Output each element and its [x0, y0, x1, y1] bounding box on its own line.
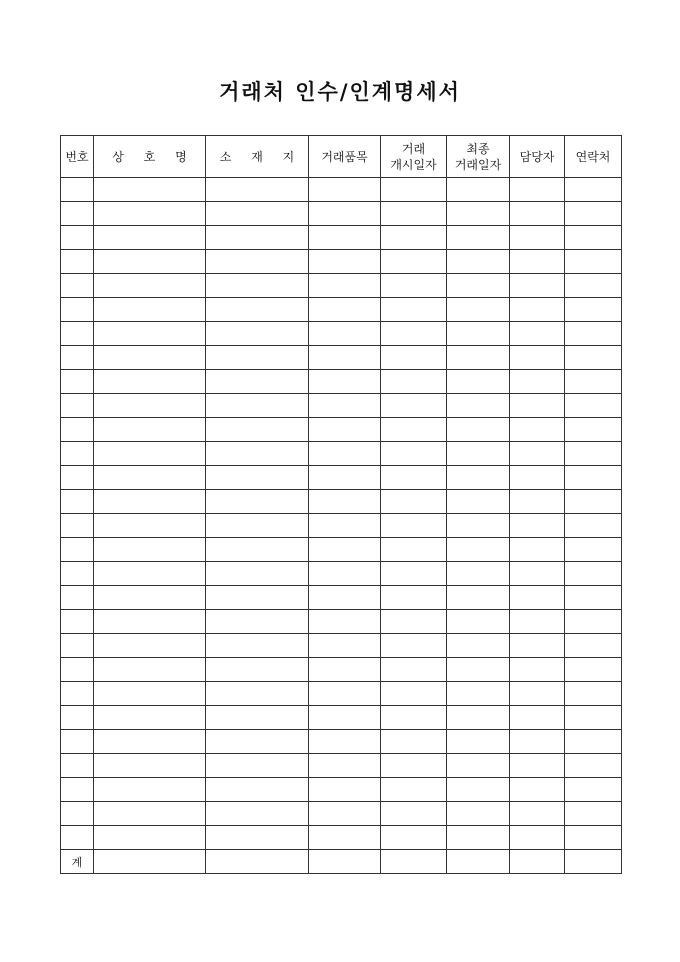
cell-contact[interactable] — [565, 274, 622, 298]
cell-contact[interactable] — [565, 370, 622, 394]
cell-manager[interactable] — [510, 778, 565, 802]
cell-company-name[interactable] — [94, 706, 206, 730]
header-start-date-line1: 거래 — [401, 141, 426, 156]
table-row — [61, 490, 622, 514]
cell-start-date[interactable] — [381, 706, 447, 730]
cell-items[interactable] — [309, 370, 381, 394]
cell-start-date[interactable] — [381, 370, 447, 394]
cell-start-date[interactable] — [381, 178, 447, 202]
cell-address[interactable] — [206, 322, 309, 346]
cell-items[interactable] — [309, 538, 381, 562]
cell-company-name[interactable] — [94, 490, 206, 514]
cell-contact[interactable] — [565, 586, 622, 610]
cell-number[interactable] — [61, 442, 94, 466]
cell-address[interactable] — [206, 706, 309, 730]
cell-contact[interactable] — [565, 778, 622, 802]
cell-address[interactable] — [206, 802, 309, 826]
cell-items[interactable] — [309, 610, 381, 634]
cell-items[interactable] — [309, 730, 381, 754]
cell-address[interactable] — [206, 682, 309, 706]
cell-last-date[interactable] — [447, 274, 510, 298]
cell-number[interactable] — [61, 418, 94, 442]
cell-company-name[interactable] — [94, 226, 206, 250]
cell-start-date[interactable] — [381, 394, 447, 418]
cell-manager[interactable] — [510, 442, 565, 466]
total-label: 계 — [61, 850, 94, 874]
cell-manager[interactable] — [510, 250, 565, 274]
table-row — [61, 394, 622, 418]
cell-items[interactable] — [309, 274, 381, 298]
table-row — [61, 226, 622, 250]
cell-manager[interactable] — [510, 610, 565, 634]
cell-manager[interactable] — [510, 538, 565, 562]
cell-number[interactable] — [61, 586, 94, 610]
cell-address[interactable] — [206, 178, 309, 202]
cell-start-date[interactable] — [381, 586, 447, 610]
cell-contact[interactable] — [565, 298, 622, 322]
cell-items[interactable] — [309, 802, 381, 826]
cell-manager[interactable] — [510, 298, 565, 322]
table-row — [61, 322, 622, 346]
table-row — [61, 610, 622, 634]
cell-contact[interactable] — [565, 418, 622, 442]
cell-items[interactable] — [309, 682, 381, 706]
cell-last-date[interactable] — [447, 490, 510, 514]
cell-manager[interactable] — [510, 346, 565, 370]
table-row — [61, 178, 622, 202]
cell-number[interactable] — [61, 634, 94, 658]
cell-manager[interactable] — [510, 370, 565, 394]
table-row — [61, 778, 622, 802]
cell-items[interactable] — [309, 394, 381, 418]
cell-start-date[interactable] — [381, 322, 447, 346]
cell-start-date[interactable] — [381, 826, 447, 850]
cell-company-name[interactable] — [94, 586, 206, 610]
cell-company-name[interactable] — [94, 418, 206, 442]
cell-number[interactable] — [61, 826, 94, 850]
cell-contact[interactable] — [565, 802, 622, 826]
cell-number[interactable] — [61, 658, 94, 682]
table-row — [61, 802, 622, 826]
cell-number[interactable] — [61, 778, 94, 802]
cell-company-name[interactable] — [94, 322, 206, 346]
cell-contact[interactable] — [565, 562, 622, 586]
cell-number[interactable] — [61, 490, 94, 514]
cell-last-date[interactable] — [447, 322, 510, 346]
cell-contact[interactable] — [565, 826, 622, 850]
cell-items[interactable] — [309, 706, 381, 730]
cell-address[interactable] — [206, 466, 309, 490]
cell-address[interactable] — [206, 346, 309, 370]
cell-last-date[interactable] — [447, 730, 510, 754]
cell-address[interactable] — [206, 442, 309, 466]
table-row — [61, 466, 622, 490]
cell-number[interactable] — [61, 514, 94, 538]
cell-address[interactable] — [206, 202, 309, 226]
cell-company-name[interactable] — [94, 298, 206, 322]
cell-address[interactable] — [206, 250, 309, 274]
cell-last-date[interactable] — [447, 778, 510, 802]
cell-number[interactable] — [61, 466, 94, 490]
cell-start-date[interactable] — [381, 634, 447, 658]
cell-address[interactable] — [206, 370, 309, 394]
cell-last-date[interactable] — [447, 226, 510, 250]
cell-company-name[interactable] — [94, 658, 206, 682]
cell-start-date[interactable] — [381, 202, 447, 226]
header-number: 번호 — [61, 136, 94, 178]
cell-last-date[interactable] — [447, 538, 510, 562]
cell-start-date[interactable] — [381, 274, 447, 298]
cell-last-date[interactable] — [447, 586, 510, 610]
cell-manager[interactable] — [510, 322, 565, 346]
cell-start-date[interactable] — [381, 802, 447, 826]
cell-address[interactable] — [206, 490, 309, 514]
cell-manager[interactable] — [510, 658, 565, 682]
cell-last-date[interactable] — [447, 466, 510, 490]
cell-contact[interactable] — [565, 658, 622, 682]
cell-start-date[interactable] — [381, 490, 447, 514]
cell-number[interactable] — [61, 610, 94, 634]
table-row — [61, 346, 622, 370]
cell-items[interactable] — [309, 634, 381, 658]
cell-manager[interactable] — [510, 730, 565, 754]
cell-last-date[interactable] — [447, 802, 510, 826]
cell-last-date[interactable] — [447, 754, 510, 778]
header-manager: 담당자 — [510, 136, 565, 178]
cell-items[interactable] — [309, 202, 381, 226]
table-row — [61, 442, 622, 466]
cell-company-name[interactable] — [94, 202, 206, 226]
cell-address[interactable] — [206, 538, 309, 562]
cell-number[interactable] — [61, 706, 94, 730]
cell-number[interactable] — [61, 370, 94, 394]
table-row — [61, 370, 622, 394]
header-address: 소 재 지 — [206, 136, 309, 178]
table-row — [61, 274, 622, 298]
cell-last-date[interactable] — [447, 394, 510, 418]
cell-company-name[interactable] — [94, 562, 206, 586]
cell-contact[interactable] — [565, 754, 622, 778]
cell-address[interactable] — [206, 586, 309, 610]
cell-company-name[interactable] — [94, 802, 206, 826]
table-row — [61, 634, 622, 658]
cell-number[interactable] — [61, 202, 94, 226]
table-row — [61, 298, 622, 322]
table-row — [61, 538, 622, 562]
table-row — [61, 730, 622, 754]
cell-number[interactable] — [61, 682, 94, 706]
cell-contact[interactable] — [565, 610, 622, 634]
cell-items[interactable] — [309, 346, 381, 370]
cell-start-date[interactable] — [381, 418, 447, 442]
cell-items[interactable] — [309, 322, 381, 346]
cell-company-name[interactable] — [94, 754, 206, 778]
cell-start-date[interactable] — [381, 730, 447, 754]
header-company-name: 상 호 명 — [94, 136, 206, 178]
cell-company-name[interactable] — [94, 442, 206, 466]
cell-number[interactable] — [61, 538, 94, 562]
table-row — [61, 250, 622, 274]
cell-contact[interactable] — [565, 226, 622, 250]
cell-number[interactable] — [61, 730, 94, 754]
cell-manager[interactable] — [510, 178, 565, 202]
table-row — [61, 682, 622, 706]
cell-contact[interactable] — [565, 538, 622, 562]
cell-last-date[interactable] — [447, 610, 510, 634]
cell-start-date[interactable] — [381, 226, 447, 250]
cell-last-date[interactable] — [447, 346, 510, 370]
table-row — [61, 706, 622, 730]
cell-start-date[interactable] — [381, 442, 447, 466]
cell-start-date[interactable] — [381, 346, 447, 370]
cell-last-date[interactable] — [447, 634, 510, 658]
cell-last-date[interactable] — [447, 250, 510, 274]
cell-contact[interactable] — [565, 490, 622, 514]
total-row — [61, 850, 622, 874]
cell-company-name[interactable] — [94, 538, 206, 562]
cell-company-name[interactable] — [94, 466, 206, 490]
cell-last-date[interactable] — [447, 298, 510, 322]
cell-items[interactable] — [309, 490, 381, 514]
document-title: 거래처 인수/인계명세서 — [219, 79, 461, 104]
total-cell[interactable] — [94, 850, 206, 874]
cell-start-date[interactable] — [381, 466, 447, 490]
cell-contact[interactable] — [565, 250, 622, 274]
cell-manager[interactable] — [510, 586, 565, 610]
cell-start-date[interactable] — [381, 754, 447, 778]
cell-address[interactable] — [206, 658, 309, 682]
cell-address[interactable] — [206, 754, 309, 778]
cell-last-date[interactable] — [447, 658, 510, 682]
cell-company-name[interactable] — [94, 682, 206, 706]
cell-contact[interactable] — [565, 730, 622, 754]
cell-number[interactable] — [61, 322, 94, 346]
cell-contact[interactable] — [565, 202, 622, 226]
cell-items[interactable] — [309, 778, 381, 802]
cell-company-name[interactable] — [94, 250, 206, 274]
cell-address[interactable] — [206, 394, 309, 418]
cell-items[interactable] — [309, 250, 381, 274]
cell-company-name[interactable] — [94, 514, 206, 538]
cell-last-date[interactable] — [447, 202, 510, 226]
cell-number[interactable] — [61, 562, 94, 586]
cell-last-date[interactable] — [447, 178, 510, 202]
cell-items[interactable] — [309, 514, 381, 538]
header-last-date — [447, 136, 510, 178]
cell-manager[interactable] — [510, 706, 565, 730]
cell-items[interactable] — [309, 442, 381, 466]
cell-contact[interactable] — [565, 514, 622, 538]
cell-contact[interactable] — [565, 346, 622, 370]
cell-manager[interactable] — [510, 634, 565, 658]
cell-company-name[interactable] — [94, 634, 206, 658]
cell-contact[interactable] — [565, 442, 622, 466]
header-start-date-line2: 개시일자 — [390, 157, 437, 172]
cell-start-date[interactable] — [381, 562, 447, 586]
total-cell[interactable] — [206, 850, 309, 874]
cell-address[interactable] — [206, 418, 309, 442]
cell-contact[interactable] — [565, 178, 622, 202]
cell-company-name[interactable] — [94, 778, 206, 802]
cell-manager[interactable] — [510, 682, 565, 706]
cell-manager[interactable] — [510, 562, 565, 586]
cell-number[interactable] — [61, 802, 94, 826]
cell-address[interactable] — [206, 514, 309, 538]
cell-contact[interactable] — [565, 394, 622, 418]
cell-company-name[interactable] — [94, 370, 206, 394]
cell-address[interactable] — [206, 610, 309, 634]
cell-manager[interactable] — [510, 466, 565, 490]
total-cell[interactable] — [381, 850, 447, 874]
cell-number[interactable] — [61, 754, 94, 778]
total-cell[interactable] — [565, 850, 622, 874]
cell-address[interactable] — [206, 274, 309, 298]
cell-company-name[interactable] — [94, 274, 206, 298]
cell-address[interactable] — [206, 634, 309, 658]
cell-items[interactable] — [309, 826, 381, 850]
cell-number[interactable] — [61, 226, 94, 250]
cell-contact[interactable] — [565, 322, 622, 346]
cell-items[interactable] — [309, 466, 381, 490]
table-row — [61, 658, 622, 682]
cell-start-date[interactable] — [381, 610, 447, 634]
cell-start-date[interactable] — [381, 250, 447, 274]
cell-company-name[interactable] — [94, 826, 206, 850]
cell-last-date[interactable] — [447, 514, 510, 538]
cell-items[interactable] — [309, 562, 381, 586]
cell-last-date[interactable] — [447, 418, 510, 442]
cell-company-name[interactable] — [94, 394, 206, 418]
cell-address[interactable] — [206, 226, 309, 250]
cell-manager[interactable] — [510, 490, 565, 514]
cell-manager[interactable] — [510, 802, 565, 826]
cell-number[interactable] — [61, 346, 94, 370]
cell-last-date[interactable] — [447, 826, 510, 850]
cell-items[interactable] — [309, 178, 381, 202]
cell-contact[interactable] — [565, 682, 622, 706]
table-row — [61, 826, 622, 850]
cell-items[interactable] — [309, 298, 381, 322]
cell-manager[interactable] — [510, 274, 565, 298]
cell-address[interactable] — [206, 730, 309, 754]
cell-manager[interactable] — [510, 418, 565, 442]
cell-items[interactable] — [309, 754, 381, 778]
cell-last-date[interactable] — [447, 442, 510, 466]
cell-last-date[interactable] — [447, 370, 510, 394]
cell-contact[interactable] — [565, 466, 622, 490]
header-start-date — [381, 136, 447, 178]
cell-address[interactable] — [206, 562, 309, 586]
cell-items[interactable] — [309, 658, 381, 682]
cell-number[interactable] — [61, 274, 94, 298]
table-body — [61, 178, 622, 874]
cell-start-date[interactable] — [381, 682, 447, 706]
header-items: 거래품목 — [309, 136, 381, 178]
table-row — [61, 754, 622, 778]
total-cell[interactable] — [447, 850, 510, 874]
cell-start-date[interactable] — [381, 514, 447, 538]
cell-items[interactable] — [309, 226, 381, 250]
cell-address[interactable] — [206, 778, 309, 802]
table-row — [61, 586, 622, 610]
header-row — [61, 136, 622, 178]
cell-company-name[interactable] — [94, 610, 206, 634]
cell-manager[interactable] — [510, 754, 565, 778]
cell-company-name[interactable] — [94, 178, 206, 202]
cell-items[interactable] — [309, 418, 381, 442]
total-cell[interactable] — [510, 850, 565, 874]
cell-last-date[interactable] — [447, 682, 510, 706]
cell-number[interactable] — [61, 394, 94, 418]
cell-items[interactable] — [309, 586, 381, 610]
cell-manager[interactable] — [510, 202, 565, 226]
cell-start-date[interactable] — [381, 538, 447, 562]
cell-company-name[interactable] — [94, 346, 206, 370]
cell-manager[interactable] — [510, 514, 565, 538]
cell-number[interactable] — [61, 298, 94, 322]
table-row — [61, 514, 622, 538]
table-row — [61, 202, 622, 226]
cell-manager[interactable] — [510, 826, 565, 850]
cell-start-date[interactable] — [381, 778, 447, 802]
cell-start-date[interactable] — [381, 658, 447, 682]
cell-company-name[interactable] — [94, 730, 206, 754]
table-row — [61, 418, 622, 442]
handover-table — [60, 135, 622, 874]
cell-address[interactable] — [206, 826, 309, 850]
cell-contact[interactable] — [565, 634, 622, 658]
cell-manager[interactable] — [510, 394, 565, 418]
cell-address[interactable] — [206, 298, 309, 322]
header-last-date-line1: 최종 — [466, 141, 490, 156]
header-last-date-line2: 거래일자 — [454, 157, 502, 172]
cell-contact[interactable] — [565, 706, 622, 730]
cell-start-date[interactable] — [381, 298, 447, 322]
cell-manager[interactable] — [510, 226, 565, 250]
table-row — [61, 562, 622, 586]
cell-last-date[interactable] — [447, 562, 510, 586]
cell-number[interactable] — [61, 178, 94, 202]
cell-number[interactable] — [61, 250, 94, 274]
header-contact: 연락처 — [565, 136, 622, 178]
total-cell[interactable] — [309, 850, 381, 874]
cell-last-date[interactable] — [447, 706, 510, 730]
